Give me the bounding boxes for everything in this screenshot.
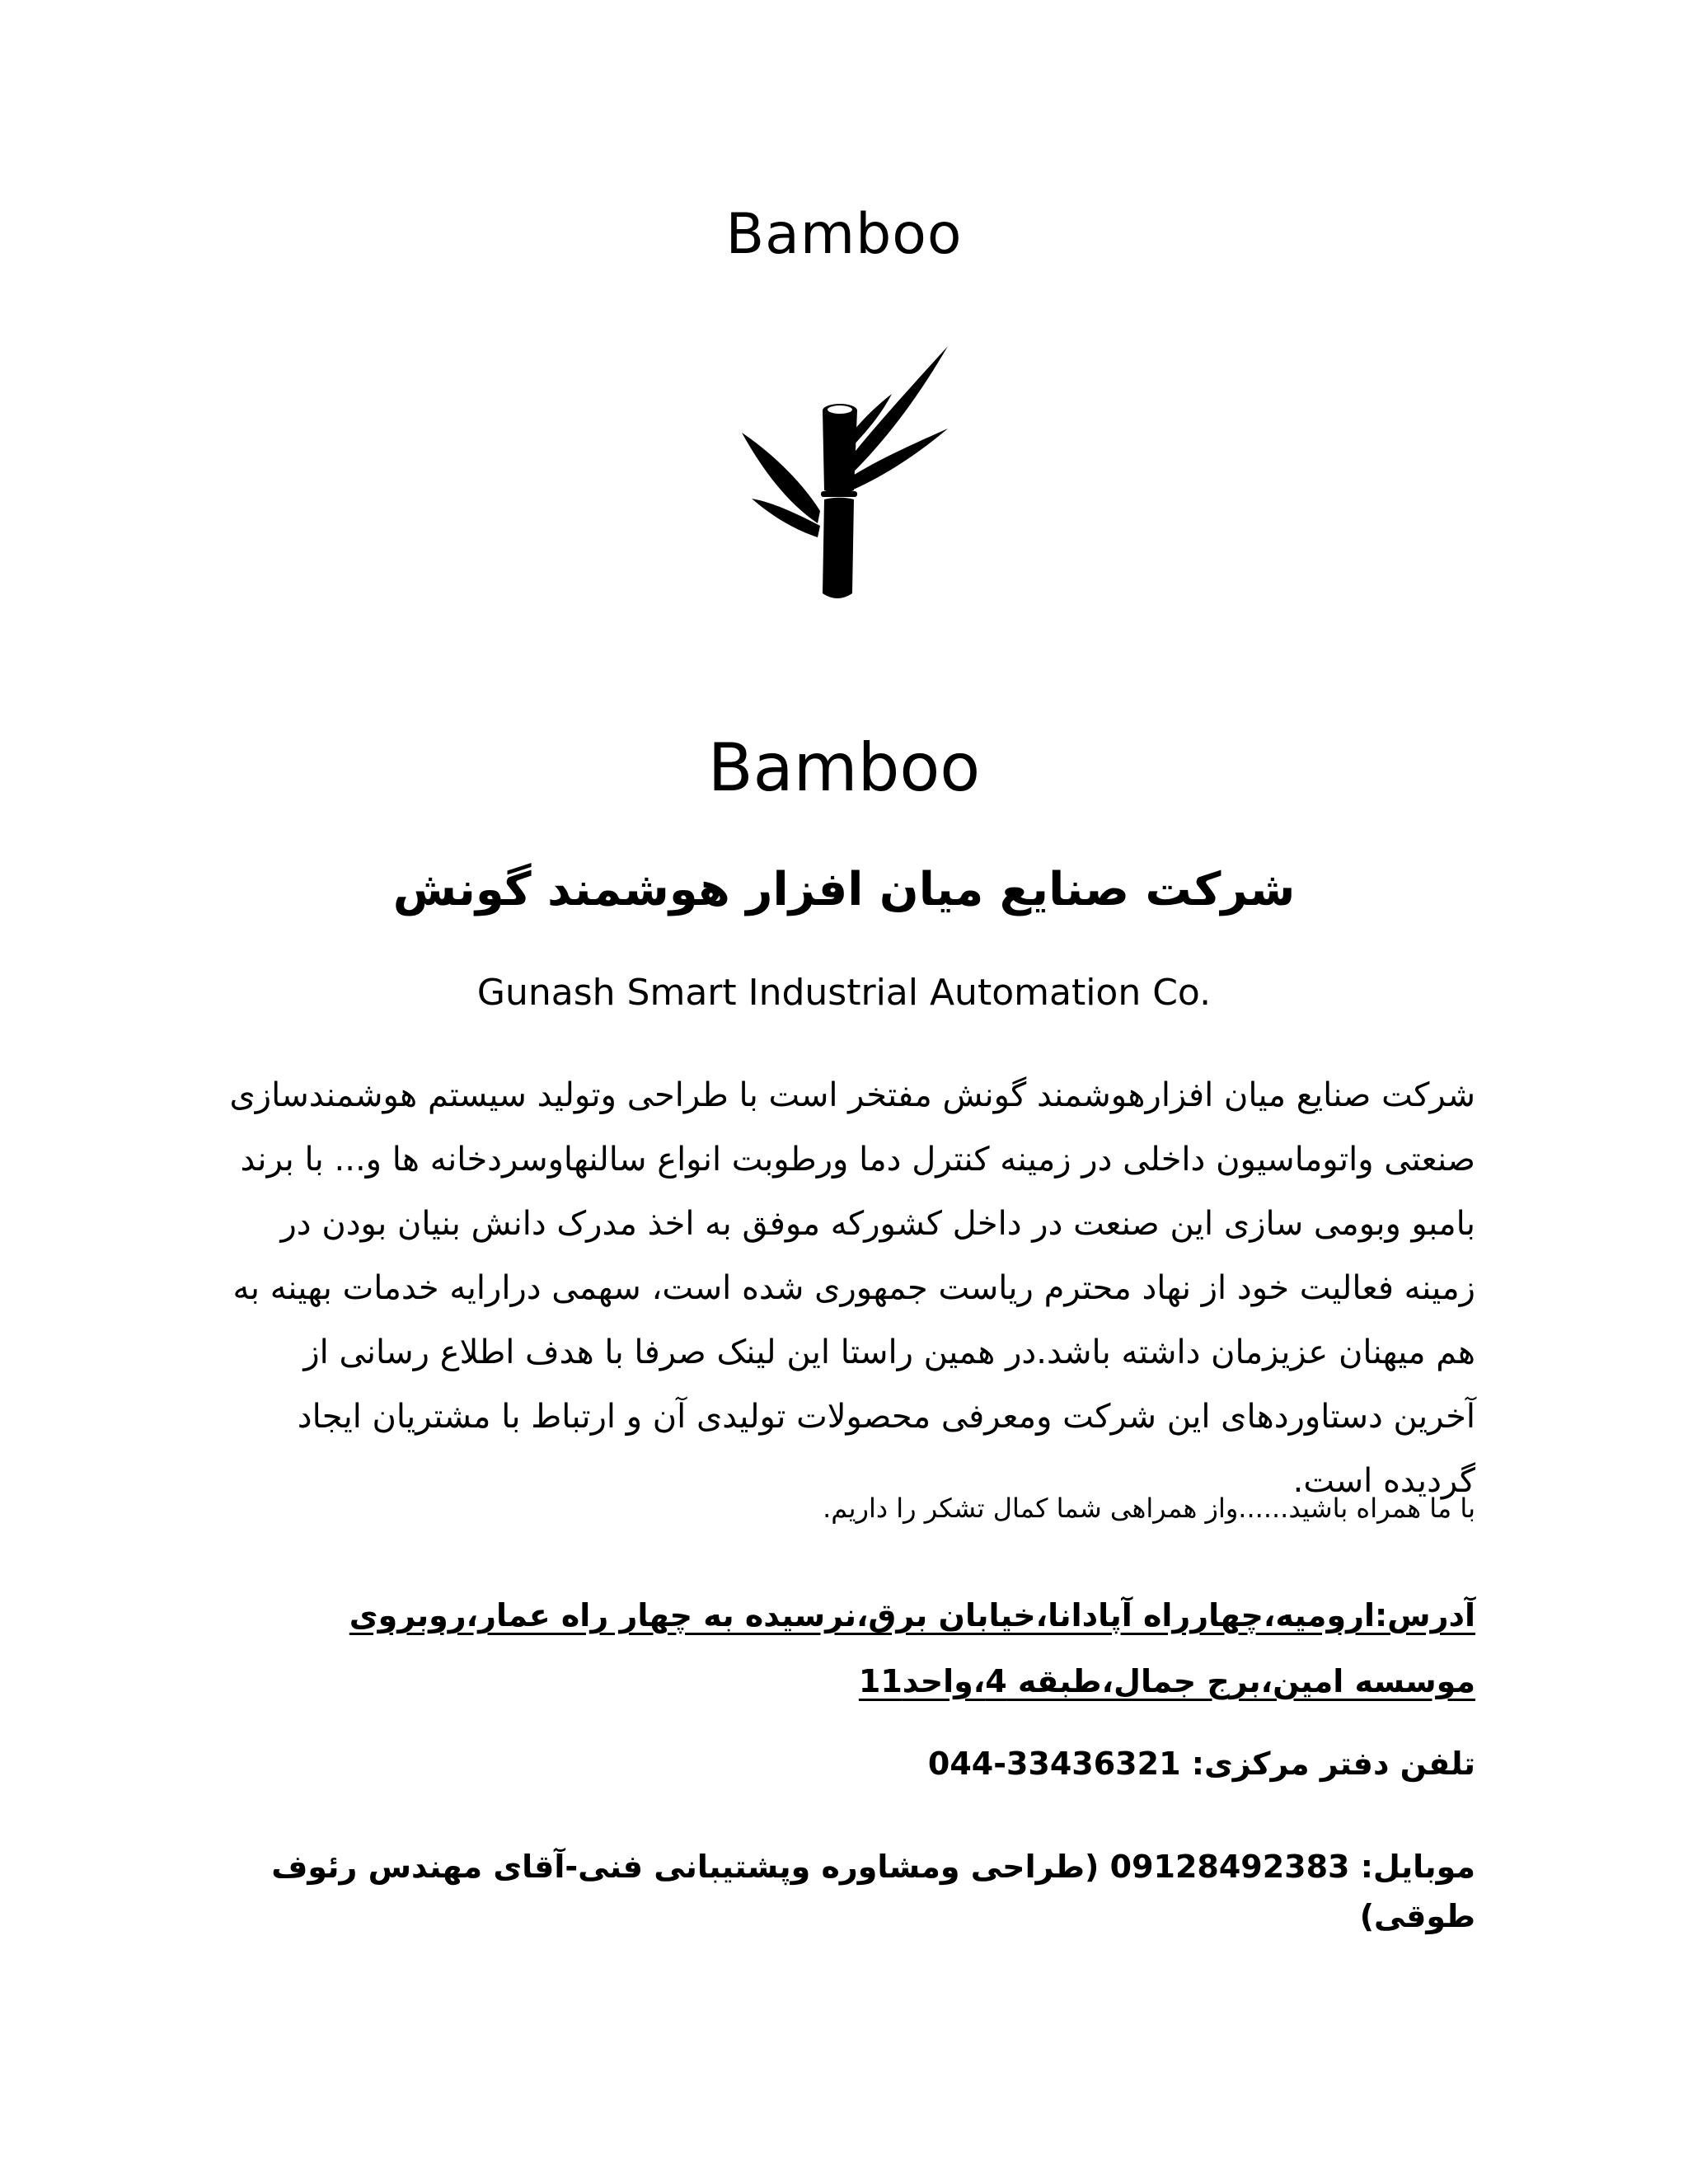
address: آدرس:ارومیه،چهارراه آپادانا،خیابان برق،نرسیده به چهار راه عمار،روبروی موسسه امین،برج جمال،طبقه 4،واحد11	[349, 1597, 1475, 1699]
mobile-label: موبایل:	[1360, 1849, 1475, 1885]
closing-line: با ما همراه باشید......واز همراهی شما کمال تشکر را داریم.	[823, 1493, 1475, 1524]
brand-title-top: Bamboo	[725, 202, 963, 267]
office-phone-number: 044-33436321	[927, 1746, 1181, 1782]
office-phone-label: تلفن دفتر مرکزی:	[1191, 1746, 1475, 1782]
office-phone	[218, 1739, 1475, 1788]
mobile-contact	[218, 1842, 1475, 1941]
mobile-note: (طراحی ومشاوره وپشتیبانی فنی-آقای مهندس رئوف طوقی)	[271, 1849, 1475, 1934]
mobile-number: 09128492383	[1109, 1849, 1350, 1885]
brand-title-main: Bamboo	[707, 729, 981, 806]
bamboo-icon	[742, 346, 964, 602]
intro-paragraph: شرکت صنایع میان افزارهوشمند گونش مفتخر است با طراحی وتولید سیستم هوشمندسازی صنعتی واتوماسیون داخلی در زمینه کنترل دما ورطوبت انواع سالنهاوسردخانه ها و... با برند بامبو وبومی سازی این صنعت در داخل کشورکه موفق به اخذ مدرک دانش بنیان بودن در زمینه فعالیت خود از نهاد محترم ریاست جمهوری شده است، سهمی درارایه خدمات بهینه به هم میهنان عزیزمان داشته باشد.در همین راستا این لینک صرفا با هدف اطلاع رسانی از آخرین دستاوردهای این شرکت ومعرفی محصولات تولیدی آن و ارتباط با مشتریان ایجاد گردیده است.	[229, 1076, 1475, 1500]
company-name-persian: شرکت صنایع میان افزار هوشمند گونش	[392, 863, 1296, 916]
company-name-english: Gunash Smart Industrial Automation Co.	[476, 972, 1212, 1014]
